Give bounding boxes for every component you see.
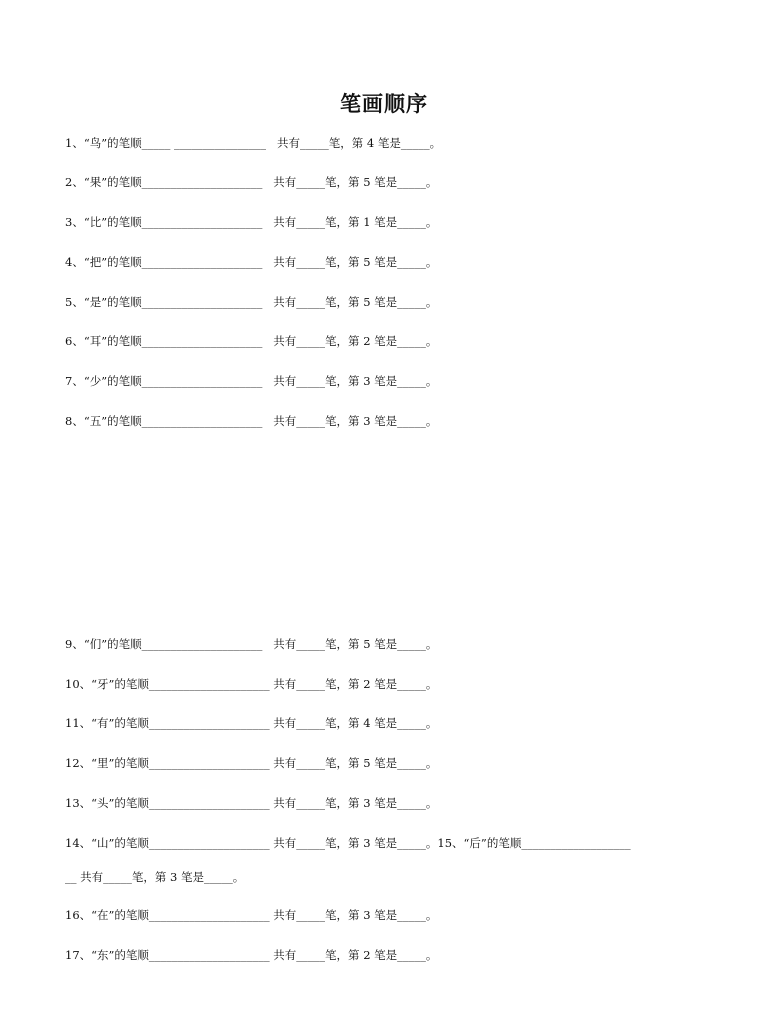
question-11: 11、“有”的笔顺_____________________ 共有_____笔，第 4 笔是_____。 (65, 716, 438, 730)
question-9: 9、“们”的笔顺_____________________ 共有_____笔，第 5 笔是_____。 (65, 637, 438, 651)
question-6: 6、“耳”的笔顺_____________________ 共有_____笔，第 2 笔是_____。 (65, 334, 438, 348)
question-3: 3、“比”的笔顺_____________________ 共有_____笔，第 1 笔是_____。 (65, 215, 438, 229)
question-1: 1、“鸟”的笔顺_____ ________________ 共有_____笔，第 4 笔是_____。 (65, 136, 442, 150)
question-5: 5、“是”的笔顺_____________________ 共有_____笔，第 5 笔是_____。 (65, 295, 438, 309)
question-13: 13、“头”的笔顺_____________________ 共有_____笔，第 3 笔是_____。 (65, 796, 438, 810)
question-2: 2、“果”的笔顺_____________________ 共有_____笔，第 5 笔是_____。 (65, 175, 438, 189)
question-12: 12、“里”的笔顺_____________________ 共有_____笔，第 5 笔是_____。 (65, 756, 438, 770)
page-title: 笔画顺序 (340, 92, 428, 116)
question-17: 17、“东”的笔顺_____________________ 共有_____笔，第 2 笔是_____。 (65, 948, 438, 962)
question-15-continued: __ 共有_____笔，第 3 笔是_____。 (65, 870, 245, 884)
question-4: 4、“把”的笔顺_____________________ 共有_____笔，第 5 笔是_____。 (65, 255, 438, 269)
question-7: 7、“少”的笔顺_____________________ 共有_____笔，第 3 笔是_____。 (65, 374, 438, 388)
question-8: 8、“五”的笔顺_____________________ 共有_____笔，第 3 笔是_____。 (65, 414, 438, 428)
question-14-15: 14、“山”的笔顺_____________________ 共有_____笔，第 3 笔是_____。15、“后”的笔顺___________________ (65, 836, 631, 850)
question-10: 10、“牙”的笔顺_____________________ 共有_____笔，第 2 笔是_____。 (65, 677, 438, 691)
question-16: 16、“在”的笔顺_____________________ 共有_____笔，第 3 笔是_____。 (65, 908, 438, 922)
